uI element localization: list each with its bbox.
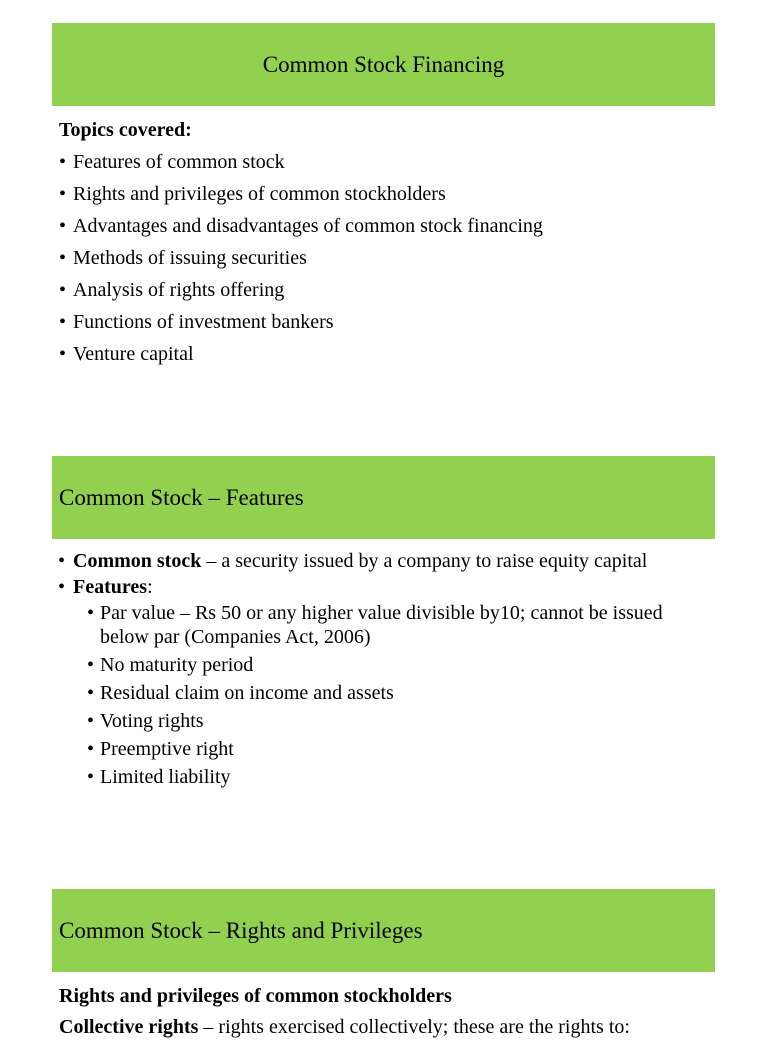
list-item: • Rights and privileges of common stockholders (59, 183, 446, 205)
bullet-icon: • (59, 279, 67, 301)
features-list (52, 549, 715, 789)
list-item: • Venture capital (59, 343, 194, 365)
slide-content (52, 972, 715, 1040)
bullet-icon: • (59, 215, 67, 237)
collective-rights-term: Collective rights (59, 1016, 199, 1038)
bullet-icon: • (59, 247, 67, 269)
collective-rights-line (59, 1015, 715, 1040)
list-item: • Advantages and disadvantages of common stock financing (59, 215, 543, 237)
feature-item: • Residual claim on income and assets (87, 682, 394, 704)
bullet-icon: • (87, 654, 95, 676)
bullet-icon: • (87, 710, 95, 732)
bullet-icon: • (87, 766, 95, 788)
features-item: • Features: • Par value – Rs 50 or any higher value divisible by10; cannot be issued below par (Companies Act, 2006) • No maturity period • Residual claim on income and assets • Voting rights • Preemptive right • Limited liability (52, 575, 715, 789)
topics-heading: Topics covered: (59, 119, 192, 141)
slide-rights-and-privileges (52, 889, 715, 1040)
definition-text: – a security issued by a company to raise equity capital (201, 550, 648, 572)
slide-common-stock-financing (52, 23, 715, 367)
bullet-icon: • (87, 738, 95, 760)
feature-item: • Par value – Rs 50 or any higher value divisible by10; cannot be issued below par (Companies Act, 2006) (87, 602, 663, 648)
bullet-icon: • (87, 602, 95, 624)
slide-title: Common Stock – Rights and Privileges (59, 918, 423, 943)
slide-content (52, 539, 715, 789)
rights-heading: Rights and privileges of common stockholders (59, 985, 452, 1007)
list-item: • Analysis of rights offering (59, 279, 285, 301)
definition-term: Common stock (73, 550, 202, 572)
features-label: Features (73, 576, 148, 598)
bullet-icon: • (59, 151, 67, 173)
bullet-icon: • (87, 682, 95, 704)
collective-rights-text: – rights exercised collectively; these are the rights to: (198, 1016, 630, 1038)
bullet-icon: • (59, 343, 67, 365)
definition-item (52, 549, 715, 573)
list-item: • Methods of issuing securities (59, 247, 307, 269)
feature-item: • Limited liability (87, 766, 231, 788)
list-item: • Functions of investment bankers (59, 311, 334, 333)
bullet-icon: • (58, 576, 66, 598)
slide-header (52, 23, 715, 106)
slide-title: Common Stock Financing (262, 52, 505, 77)
feature-item: • No maturity period (87, 654, 254, 676)
slide-title: Common Stock – Features (59, 485, 304, 510)
bullet-icon: • (59, 311, 67, 333)
feature-item: • Preemptive right (87, 738, 234, 760)
slide-common-stock-features (52, 456, 715, 789)
bullet-icon: • (58, 550, 66, 572)
topics-list (59, 149, 715, 367)
feature-item: • Voting rights (87, 710, 204, 732)
bullet-icon: • (59, 183, 67, 205)
features-sublist (73, 601, 715, 789)
slide-header (52, 889, 715, 972)
slide-content (52, 106, 715, 367)
list-item: • Features of common stock (59, 151, 285, 173)
slide-header (52, 456, 715, 539)
